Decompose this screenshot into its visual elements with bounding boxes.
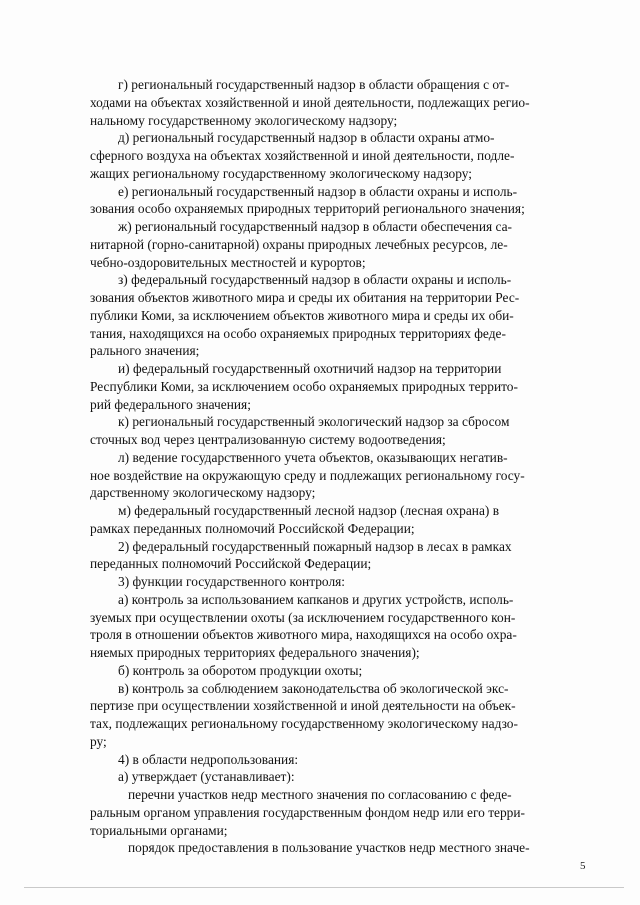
text-line: дарственному экологическому надзору; (90, 485, 316, 501)
paragraph-i (90, 360, 586, 413)
text-line: рального значения; (90, 343, 200, 359)
paragraph-3v (90, 680, 586, 751)
page-number: 5 (580, 860, 586, 872)
text-line: няемых природных территориях федерального значения); (90, 645, 420, 660)
text-line: тах, подлежащих региональному государственному экологическому надзо- (90, 716, 518, 731)
text-line: 3) функции государственного контроля: (118, 574, 346, 589)
text-line: рий федерального значения; (90, 396, 251, 412)
paragraph-z (90, 271, 586, 360)
paragraph-4 (90, 751, 586, 769)
document-body (90, 76, 586, 857)
text-line: порядок предоставления в пользование участков недр местного значе- (128, 840, 530, 856)
scan-edge-divider (24, 887, 624, 888)
text-line: е) региональный государственный надзор в области охраны и исполь- (118, 183, 518, 199)
text-line: в) контроль за соблюдением законодательства об экологической экс- (118, 680, 509, 696)
text-line: к) региональный государственный экологический надзор за сбросом (118, 414, 510, 430)
text-line: нитарной (горно-санитарной) охраны природных лечебных ресурсов, ле- (90, 236, 508, 252)
text-line: рамках переданных полномочий Российской Федерации; (90, 520, 415, 536)
text-line: пертизе при осуществлении хозяйственной и иной деятельности на объек- (90, 698, 516, 714)
text-line: д) региональный государственный надзор в области охраны атмо- (118, 130, 495, 146)
paragraph-3 (90, 573, 586, 591)
paragraph-e (90, 183, 586, 219)
text-line: публики Коми, за исключением объектов животного мира и среды их оби- (90, 307, 514, 323)
paragraph-l (90, 449, 586, 502)
text-line: и) федеральный государственный охотничий надзор на территории (118, 361, 502, 376)
paragraph-perechni (90, 786, 586, 839)
text-line: л) ведение государственного учета объектов, оказывающих негатив- (118, 449, 508, 465)
paragraph-3a (90, 591, 586, 662)
paragraph-m (90, 502, 586, 538)
text-line: ральным органом управления государственным фондом недр или его терри- (90, 804, 526, 820)
paragraph-poryadok (90, 839, 586, 857)
paragraph-g (90, 76, 586, 129)
text-line: 4) в области недропользования: (118, 751, 299, 767)
text-line: ру; (90, 733, 107, 749)
text-line: тания, находящихся на особо охраняемых природных территориях феде- (90, 325, 506, 341)
text-line: г) региональный государственный надзор в области обращения с от- (118, 77, 510, 92)
text-line: сточных вод через централизованную систему водоотведения; (90, 432, 446, 447)
text-line: зования объектов животного мира и среды их обитания на территории Рес- (90, 290, 520, 305)
text-line: 2) федеральный государственный пожарный надзор в лесах в рамках (118, 538, 512, 554)
text-line: з) федеральный государственный надзор в области охраны и исполь- (118, 272, 512, 288)
text-line: а) утверждает (устанавливает): (118, 769, 295, 785)
text-line: зования особо охраняемых природных территорий регионального значения; (90, 201, 525, 217)
text-line: ториальными органами; (90, 822, 228, 838)
text-line: сферного воздуха на объектах хозяйственной и иной деятельности, подле- (90, 148, 515, 163)
text-line: троля в отношении объектов животного мира, находящихся на особо охра- (90, 627, 517, 643)
text-line: ходами на объектах хозяйственной и иной деятельности, подлежащих регио- (90, 94, 530, 110)
text-line: переданных полномочий Российской Федерации; (90, 556, 372, 572)
text-line: чебно-оздоровительных местностей и курортов; (90, 254, 366, 270)
text-line: перечни участков недр местного значения по согласованию с феде- (128, 787, 512, 802)
text-line: зуемых при осуществлении охоты (за исключением государственного кон- (90, 609, 516, 625)
text-line: м) федеральный государственный лесной надзор (лесная охрана) в (118, 503, 500, 518)
text-line: Республики Коми, за исключением особо охраняемых природных террито- (90, 378, 518, 394)
text-line: ж) региональный государственный надзор в области обеспечения са- (118, 219, 512, 234)
text-line: а) контроль за использованием капканов и других устройств, исполь- (118, 591, 514, 607)
paragraph-3b (90, 662, 586, 680)
paragraph-k (90, 413, 586, 449)
paragraph-zh (90, 218, 586, 271)
text-line: жащих региональному государственному экологическому надзору; (90, 165, 472, 181)
paragraph-d (90, 129, 586, 182)
paragraph-2 (90, 538, 586, 574)
text-line: ное воздействие на окружающую среду и подлежащих региональному госу- (90, 467, 525, 483)
text-line: б) контроль за оборотом продукции охоты; (118, 662, 363, 678)
text-line: нальному государственному экологическому надзору; (90, 112, 398, 128)
paragraph-4a (90, 768, 586, 786)
